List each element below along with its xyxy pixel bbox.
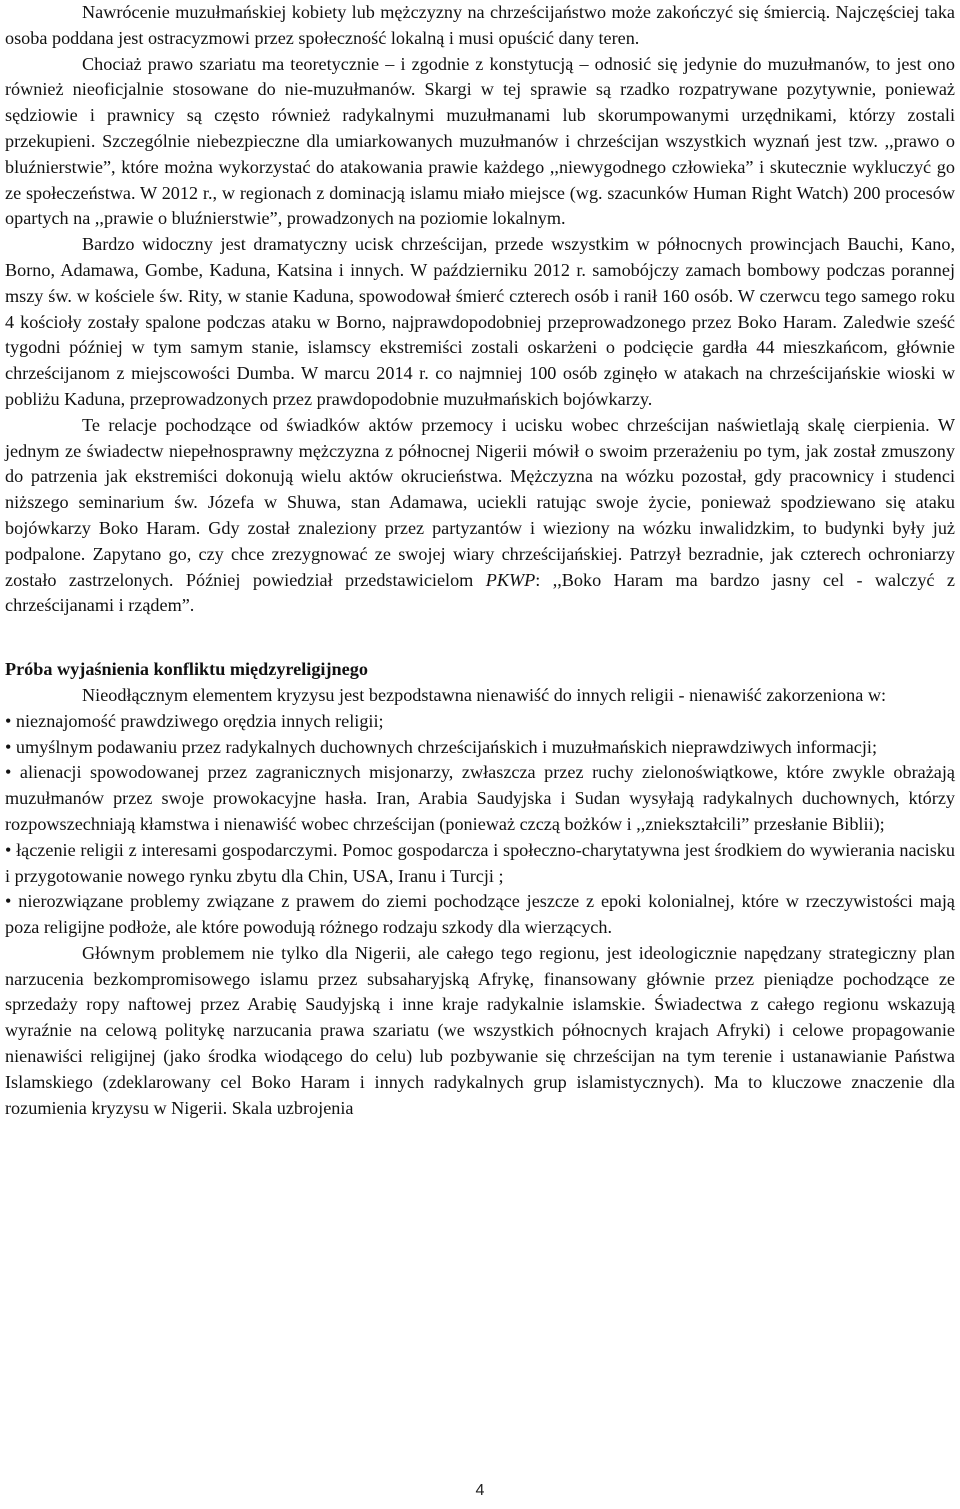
document-page [5,0,955,1121]
paragraph-testimonies [5,413,955,619]
page-number: 4 [475,1482,485,1499]
section-heading: Próba wyjaśnienia konfliktu międzyreligijnego [5,659,368,680]
paragraph-conversion: Nawrócenie muzułmańskiej kobiety lub mężczyzny na chrześcijaństwo może zakończyć się śmiercią. Najczęściej taka osoba poddana jest ostracyzmowi przez społeczność lokalną i musi opuścić dany teren. [5,2,955,48]
bullet-item: • alienacji spowodowanej przez zagranicznych misjonarzy, zwłaszcza przez ruchy zielonoświątkowe, które zwykle obrażają muzułmanów przez swoje prowokacyjne hasła. Iran, Arabia Saudyjska i Sudan wysyłają radykalnych duchownych, którzy rozpowszechniają kłamstwa i nienawiść wobec chrześcijan (ponieważ czczą bożków i ,,zniekształcili” przesłanie Biblii); [5,762,955,834]
bullet-item: • nieznajomość prawdziwego orędzia innych religii; [5,710,384,731]
bullet-item: • nierozwiązane problemy związane z prawem do ziemi pochodzące jeszcze z epoki kolonialnej, które w rzeczywistości mają poza religijne podłoże, ale które powodują różnego rodzaju szkody dla wierzących. [5,891,955,938]
paragraph-persecution: Bardzo widoczny jest dramatyczny ucisk chrześcijan, przede wszystkim w północnych prowincjach Bauchi, Kano, Borno, Adamawa, Gombe, Kaduna, Katsina i innych. W październiku 2012 r. samobójczy zamach bombowy podczas porannej mszy św. w kościele św. Rity, w stanie Kaduna, spowodował śmierć czterech osób i ranił 160 osób. W czerwcu tego samego roku 4 kościoły zostały spalone podczas ataku w Borno, najprawdopodobniej przeprowadzonego przez Boko Haram. Zaledwie sześć tygodni później w tym samym stanie, islamscy ekstremiści zostali oskarżeni o podcięcie gardła 44 mieszkańcom, głównie chrześcijanom z miejscowości Dumba. W marcu 2014 r. co najmniej 100 osób zginęło w atakach na chrześcijańskie wioski w pobliżu Kaduna, przeprowadzonych przez prawdopodobnie muzułmańskich bojówkarzy. [5,234,955,409]
paragraph-sharia-law: Chociaż prawo szariatu ma teoretycznie – i zgodnie z konstytucją – odnosić się jedynie do muzułmanów, to jest ono również nieoficjalnie stosowane do nie-muzułmanów. Skargi w tej sprawie są rzadko rozpatrywane pozytywnie, ponieważ sędziowie i prawnicy są często również radykalnymi muzułmanami lub skorumpowanymi urzędnikami, którzy zostali przekupieni. Szczególnie niebezpieczne dla umiarkowanych muzułmanów i chrześcijan wszystkich wyznań jest tzw. ,,prawo o bluźnierstwie”, które można wykorzystać do atakowania prawie każdego ,,niewygodnego człowieka” i skutecznie wykluczyć go ze społeczeństwa. W 2012 r., w regionach z dominacją islamu miało miejsce (wg. szacunków Human Right Watch) 200 procesów opartych na ,,prawie o bluźnierstwie”, prowadzonych na poziomie lokalnym. [5,53,955,229]
bullet-item: • łączenie religii z interesami gospodarczymi. Pomoc gospodarcza i społeczno-charytatywna jest środkiem do wywierania nacisku i przygotowanie nowego rynku zbytu dla Chin, USA, Iranu i Turcji ; [5,839,955,886]
testimonies-text-before: Te relacje pochodzące od świadków aktów przemocy i ucisku wobec chrześcijan naświetlają skalę cierpienia. W jednym ze świadectw niepełnosprawny mężczyzna z północnej Nigerii mówił o swoim przerażeniu po tym, jak został zmuszony do patrzenia jak ekstremiści dokonują wielu aktów okrucieństwa. Mężczyzna na wózku pozostał, gdy pracownicy i studenci niższego seminarium św. Józefa w Shuwa, stan Adamawa, uciekli ratując swoje życie, ponieważ spodziewano się ataku bojówkarzy Boko Haram. Gdy został znaleziony przez partyzantów i wieziony na wózku inwalidzkim, to budynki były już podpalone. Zapytano go, czy chce zrezygnować ze swojej wiary chrześcijańskiej. Patrzył bezradnie, jak czterech ochroniarzy zostało zastrzelonych. Później powiedział przedstawicielom [5,414,955,590]
testimonies-text-after: : ,,Boko Haram ma bardzo jasny cel - walczyć z chrześcijanami i rządem”. [5,569,955,616]
paragraph-intro: Nieodłącznym elementem kryzysu jest bezpodstawna nienawiść do innych religii - nienawiść zakorzeniona w: [82,684,887,705]
paragraph-closing: Głównym problemem nie tylko dla Nigerii, ale całego tego regionu, jest ideologicznie napędzany strategiczny plan narzucenia bezkompromisowego islamu przez subsaharyjską Afrykę, finansowany głównie przez pieniądze pochodzące ze sprzedaży ropy naftowej przez Arabię Saudyjską i inne kraje radykalnie islamskie. Świadectwa z całego regionu wskazują wyraźnie na celową politykę narzucania prawa szariatu (we wszystkich północnych krajach Afryki) i celowe propagowanie nienawiści religijnej (jako środka wiodącego do celu) lub pozbywanie się chrześcijan na tym terenie i ustanawianie Państwa Islamskiego (zdeklarowany cel Boko Haram i innych radykalnych grup islamistycznych). Ma to kluczowe znaczenie dla rozumienia kryzysu w Nigerii. Skala uzbrojenia [5,942,955,1118]
pkwp-abbreviation: PKWP [485,569,536,590]
bullet-item: • umyślnym podawaniu przez radykalnych duchownych chrześcijańskich i muzułmańskich nieprawdziwych informacji; [5,736,878,757]
